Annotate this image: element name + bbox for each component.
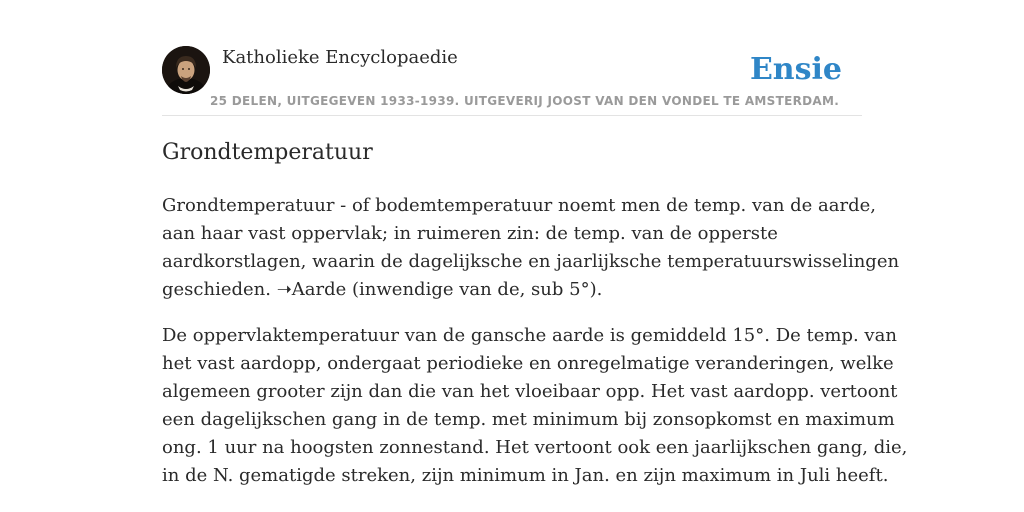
article-title: Grondtemperatuur	[162, 140, 373, 165]
text-line: aan haar vast oppervlak; in ruimeren zin: de temp. van de opperste	[162, 223, 778, 244]
article-body	[162, 192, 908, 508]
paragraph	[162, 192, 900, 304]
site-header	[162, 44, 862, 116]
site-name[interactable]: Katholieke Encyclopaedie	[222, 47, 458, 68]
brand-logo[interactable]: Ensie	[749, 52, 842, 87]
text-line: De oppervlaktemperatuur van de gansche aarde is gemiddeld 15°. De temp. van	[162, 325, 897, 346]
text-line: algemeen grooter zijn dan die van het vloeibaar opp. Het vast aardopp. vertoont	[162, 381, 898, 402]
header-divider	[162, 115, 862, 116]
text-line: Grondtemperatuur - of bodemtemperatuur noemt men de temp. van de aarde,	[162, 195, 877, 216]
text-line: in de N. gematigde streken, zijn minimum in Jan. en zijn maximum in Juli heeft.	[162, 465, 889, 486]
publication-subtitle: 25 DELEN, UITGEGEVEN 1933-1939. UITGEVERIJ JOOST VAN DEN VONDEL TE AMSTERDAM.	[210, 94, 840, 108]
text-line: aardkorstlagen, waarin de dagelijksche en jaarlijksche temperatuurswisselingen	[162, 251, 900, 272]
portrait-avatar-icon[interactable]	[162, 46, 210, 94]
text-line: het vast aardopp, ondergaat periodieke en onregelmatige veranderingen, welke	[162, 353, 894, 374]
cross-reference-line[interactable]: geschieden. ➝Aarde (inwendige van de, sub 5°).	[162, 279, 603, 300]
text-line: ong. 1 uur na hoogsten zonnestand. Het vertoont ook een jaarlijkschen gang, die,	[162, 437, 908, 458]
paragraph	[162, 322, 908, 490]
text-line: een dagelijkschen gang in de temp. met minimum bij zonsopkomst en maximum	[162, 409, 895, 430]
